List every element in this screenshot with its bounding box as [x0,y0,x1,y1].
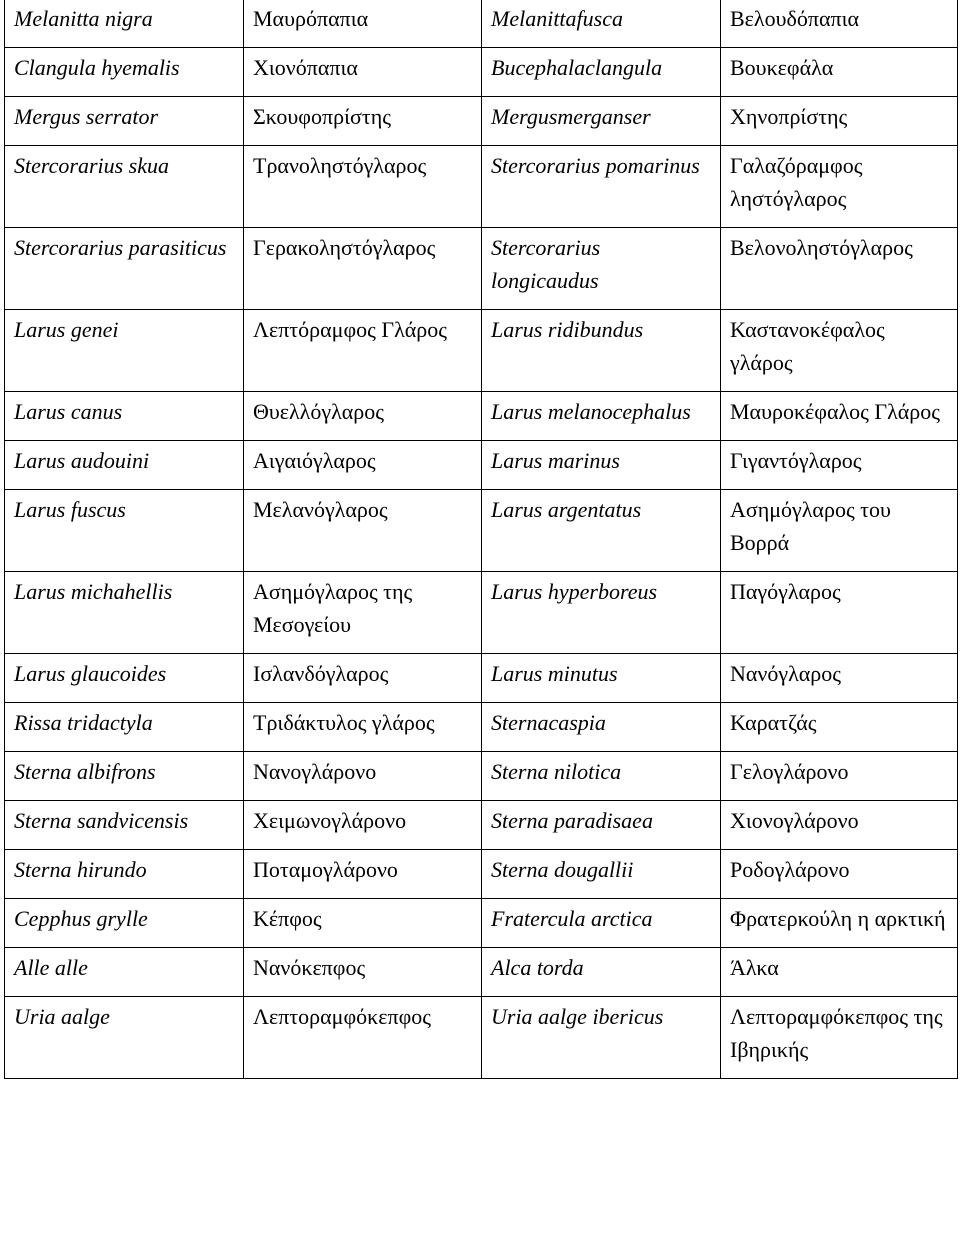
greek-name-cell: Νανόκεπφος [244,948,482,997]
table-row [5,752,958,801]
latin-name-cell: Uria aalge ibericus [482,997,721,1079]
table-row [5,48,958,97]
table-row [5,392,958,441]
greek-name-cell: Ποταμογλάρονο [244,850,482,899]
greek-name-cell: Γελογλάρονο [721,752,958,801]
table-row [5,97,958,146]
table-row [5,899,958,948]
greek-name-cell: Καστανοκέφαλος γλάρος [721,310,958,392]
table-row [5,948,958,997]
latin-name-cell: Rissa tridactyla [5,703,244,752]
greek-name-cell: Γερακοληστόγλαρος [244,228,482,310]
table-row [5,801,958,850]
latin-name-cell: Larus hyperboreus [482,572,721,654]
greek-name-cell: Ασημόγλαρος της Μεσογείου [244,572,482,654]
latin-name-cell: Stercorarius parasiticus [5,228,244,310]
greek-name-cell: Φρατερκούλη η αρκτική [721,899,958,948]
latin-name-cell: Larus argentatus [482,490,721,572]
latin-name-cell: Stercorarius pomarinus [482,146,721,228]
greek-name-cell: Χιονογλάρονο [721,801,958,850]
greek-name-cell: Μελανόγλαρος [244,490,482,572]
greek-name-cell: Θυελλόγλαρος [244,392,482,441]
greek-name-cell: Αιγαιόγλαρος [244,441,482,490]
greek-name-cell: Λεπτοραμφόκεπφος [244,997,482,1079]
table-row [5,146,958,228]
species-table [4,0,958,1079]
latin-name-cell: Sterna albifrons [5,752,244,801]
greek-name-cell: Γιγαντόγλαρος [721,441,958,490]
table-row [5,490,958,572]
latin-name-cell: Uria aalge [5,997,244,1079]
latin-name-cell: Stercorarius skua [5,146,244,228]
latin-name-cell: Cepphus grylle [5,899,244,948]
greek-name-cell: Ασημόγλαρος του Βορρά [721,490,958,572]
table-row [5,997,958,1079]
latin-name-cell: Larus ridibundus [482,310,721,392]
greek-name-cell: Λεπτοραμφόκεπφος της Ιβηρικής [721,997,958,1079]
latin-name-cell: Sterna hirundo [5,850,244,899]
greek-name-cell: Ισλανδόγλαρος [244,654,482,703]
species-table-body [5,0,958,1079]
greek-name-cell: Μαυρόπαπια [244,0,482,48]
greek-name-cell: Παγόγλαρος [721,572,958,654]
table-row [5,572,958,654]
greek-name-cell: Χηνοπρίστης [721,97,958,146]
greek-name-cell: Χειμωνογλάρονο [244,801,482,850]
latin-name-cell: Larus minutus [482,654,721,703]
table-row [5,703,958,752]
greek-name-cell: Βελουδόπαπια [721,0,958,48]
latin-name-cell: Bucephalaclangula [482,48,721,97]
latin-name-cell: Mergusmerganser [482,97,721,146]
latin-name-cell: Larus melanocephalus [482,392,721,441]
latin-name-cell: Sternacaspia [482,703,721,752]
latin-name-cell: Larus audouini [5,441,244,490]
greek-name-cell: Άλκα [721,948,958,997]
latin-name-cell: Clangula hyemalis [5,48,244,97]
greek-name-cell: Σκουφοπρίστης [244,97,482,146]
greek-name-cell: Τριδάκτυλος γλάρος [244,703,482,752]
greek-name-cell: Μαυροκέφαλος Γλάρος [721,392,958,441]
latin-name-cell: Stercorarius longicaudus [482,228,721,310]
table-row [5,0,958,48]
greek-name-cell: Νανόγλαρος [721,654,958,703]
table-row [5,850,958,899]
greek-name-cell: Ροδογλάρονο [721,850,958,899]
latin-name-cell: Larus michahellis [5,572,244,654]
greek-name-cell: Βελονοληστόγλαρος [721,228,958,310]
latin-name-cell: Sterna sandvicensis [5,801,244,850]
table-row [5,441,958,490]
latin-name-cell: Larus canus [5,392,244,441]
latin-name-cell: Larus genei [5,310,244,392]
greek-name-cell: Καρατζάς [721,703,958,752]
table-row [5,310,958,392]
latin-name-cell: Larus fuscus [5,490,244,572]
greek-name-cell: Κέπφος [244,899,482,948]
greek-name-cell: Βουκεφάλα [721,48,958,97]
table-row [5,228,958,310]
latin-name-cell: Sterna nilotica [482,752,721,801]
latin-name-cell: Alca torda [482,948,721,997]
latin-name-cell: Larus marinus [482,441,721,490]
greek-name-cell: Γαλαζόραμφος ληστόγλαρος [721,146,958,228]
greek-name-cell: Τρανοληστόγλαρος [244,146,482,228]
latin-name-cell: Larus glaucoides [5,654,244,703]
latin-name-cell: Fratercula arctica [482,899,721,948]
greek-name-cell: Χιονόπαπια [244,48,482,97]
greek-name-cell: Λεπτόραμφος Γλάρος [244,310,482,392]
latin-name-cell: Melanittafusca [482,0,721,48]
greek-name-cell: Νανογλάρονο [244,752,482,801]
latin-name-cell: Melanitta nigra [5,0,244,48]
latin-name-cell: Sterna paradisaea [482,801,721,850]
latin-name-cell: Sterna dougallii [482,850,721,899]
latin-name-cell: Alle alle [5,948,244,997]
latin-name-cell: Mergus serrator [5,97,244,146]
table-row [5,654,958,703]
